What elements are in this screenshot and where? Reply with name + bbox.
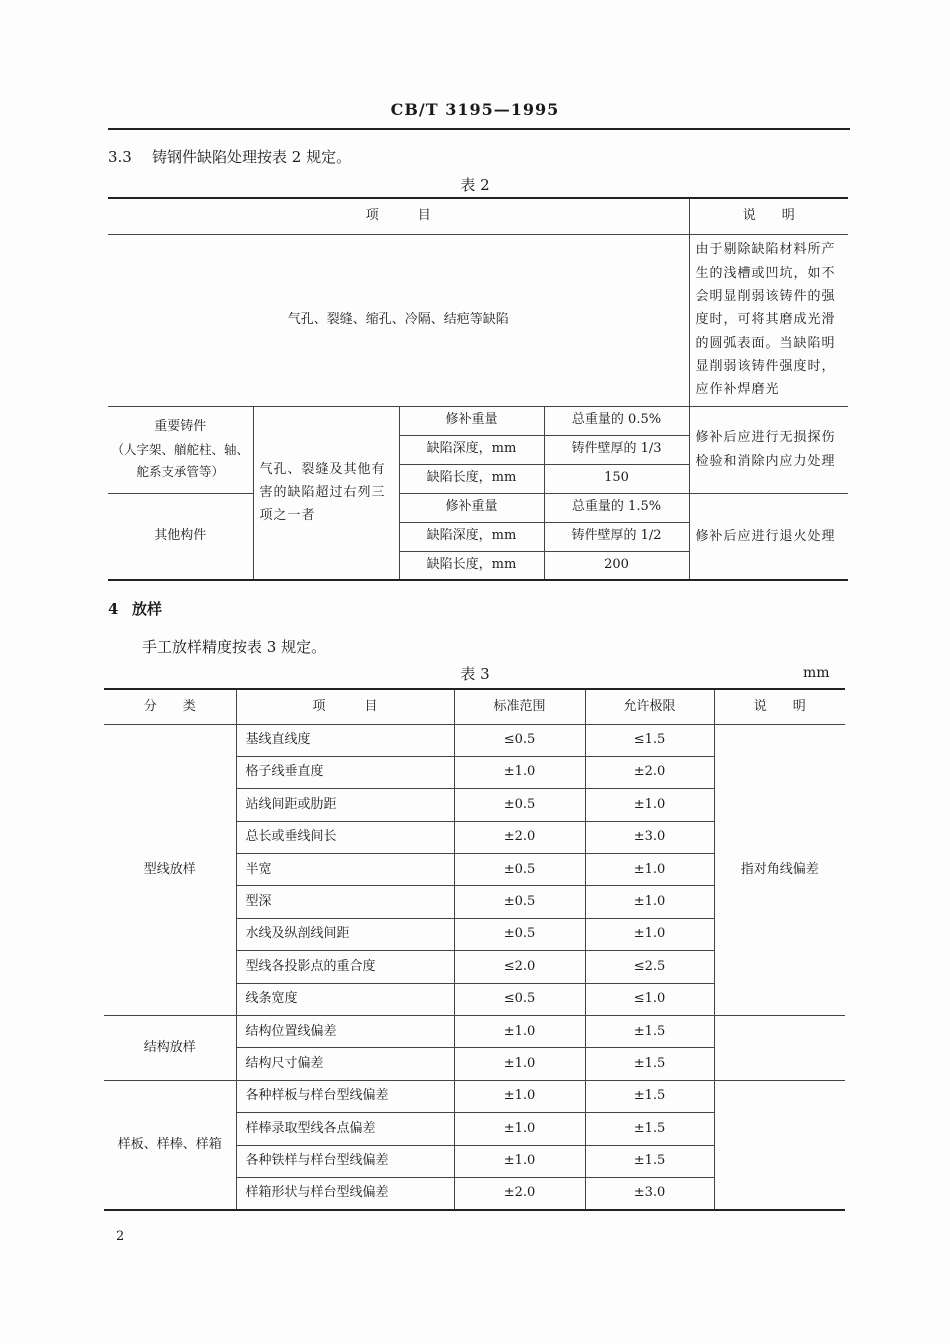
table-header-row — [108, 198, 848, 234]
item-cell: 结构尺寸偏差 — [236, 1048, 454, 1080]
section-3-3 — [108, 146, 351, 167]
std-cell: ≤0.5 — [454, 724, 585, 756]
item-cell: 结构位置线偏差 — [236, 1016, 454, 1048]
group-a-note: 修补后应进行无损探伤检验和消除内应力处理 — [689, 406, 848, 493]
table-row — [108, 406, 848, 435]
condition-cell: 气孔、裂缝及其他有害的缺陷超过右列三项之一者 — [253, 406, 399, 580]
item-cell: 总长或垂线间长 — [236, 821, 454, 853]
value-cell: 铸件壁厚的 1/3 — [544, 435, 689, 464]
item-cell: 格子线垂直度 — [236, 756, 454, 788]
note-cell — [714, 1016, 845, 1081]
item-cell: 基线直线度 — [236, 724, 454, 756]
table3-body — [104, 689, 845, 1210]
section-text: 铸钢件缺陷处理按表 2 规定。 — [152, 148, 352, 166]
group-a-name: 重要铸件 — [154, 419, 207, 435]
std-cell: ±1.0 — [454, 1016, 585, 1048]
limit-cell: ±1.5 — [585, 1016, 714, 1048]
param-cell: 缺陷深度，mm — [399, 522, 544, 551]
table-row — [108, 493, 848, 522]
std-cell: ±1.0 — [454, 1048, 585, 1080]
header-item: 项 目 — [108, 198, 689, 234]
std-cell: ±0.5 — [454, 918, 585, 950]
limit-cell: ±1.5 — [585, 1048, 714, 1080]
table-row — [104, 1080, 845, 1112]
std-cell: ±1.0 — [454, 1145, 585, 1177]
section-4-text: 手工放样精度按表 3 规定。 — [142, 638, 327, 656]
item-cell: 水线及纵剖线间距 — [236, 918, 454, 950]
section-title: 放样 — [132, 600, 163, 618]
table-row — [104, 724, 845, 756]
table-3 — [104, 688, 845, 1211]
header-note: 说 明 — [689, 198, 848, 234]
section-number: 3.3 — [108, 148, 132, 166]
limit-cell: ±1.5 — [585, 1113, 714, 1145]
header-note: 说 明 — [714, 689, 845, 724]
section-number: 4 — [108, 600, 119, 618]
std-cell: ±2.0 — [454, 1177, 585, 1209]
header-std: 标准范围 — [454, 689, 585, 724]
std-cell: ±0.5 — [454, 789, 585, 821]
group-a-label — [108, 406, 253, 493]
page-number: 2 — [116, 1229, 125, 1244]
limit-cell: ±3.0 — [585, 821, 714, 853]
item-cell: 线条宽度 — [236, 983, 454, 1015]
limit-cell: ≤1.0 — [585, 983, 714, 1015]
value-cell: 200 — [544, 551, 689, 580]
table-2 — [108, 197, 848, 581]
row1-item: 气孔、裂缝、缩孔、冷隔、结疤等缺陷 — [108, 234, 689, 406]
param-cell: 缺陷长度，mm — [399, 551, 544, 580]
std-cell: ±0.5 — [454, 854, 585, 886]
group-a-sub: （人字架、艏舵柱、轴、舵系支承管等） — [111, 441, 249, 480]
category-cell: 结构放样 — [104, 1016, 236, 1081]
value-cell: 150 — [544, 464, 689, 493]
std-cell: ≤0.5 — [454, 983, 585, 1015]
table3-unit: mm — [803, 665, 830, 681]
limit-cell: ±1.5 — [585, 1145, 714, 1177]
table3-caption: 表 3 — [460, 665, 490, 683]
limit-cell: ±1.0 — [585, 918, 714, 950]
group-b-note: 修补后应进行退火处理 — [689, 493, 848, 580]
param-cell: 缺陷长度，mm — [399, 464, 544, 493]
param-cell: 修补重量 — [399, 406, 544, 435]
value-cell: 总重量的 0.5% — [544, 406, 689, 435]
group-b-name: 其他构件 — [108, 493, 253, 580]
note-cell — [714, 1080, 845, 1210]
limit-cell: ±3.0 — [585, 1177, 714, 1209]
limit-cell: ±1.5 — [585, 1080, 714, 1112]
limit-cell: ≤2.5 — [585, 951, 714, 983]
category-cell: 样板、样棒、样箱 — [104, 1080, 236, 1210]
param-cell: 修补重量 — [399, 493, 544, 522]
note-cell: 指对角线偏差 — [714, 724, 845, 1016]
item-cell: 站线间距或肋距 — [236, 789, 454, 821]
std-cell: ±2.0 — [454, 821, 585, 853]
limit-cell: ±1.0 — [585, 854, 714, 886]
header-category: 分 类 — [104, 689, 236, 724]
table-row — [108, 234, 848, 406]
item-cell: 型深 — [236, 886, 454, 918]
item-cell: 样棒录取型线各点偏差 — [236, 1113, 454, 1145]
std-cell: ±0.5 — [454, 886, 585, 918]
std-cell: ±1.0 — [454, 756, 585, 788]
limit-cell: ±1.0 — [585, 789, 714, 821]
std-cell: ±1.0 — [454, 1080, 585, 1112]
item-cell: 各种样板与样台型线偏差 — [236, 1080, 454, 1112]
table-header-row — [104, 689, 845, 724]
limit-cell: ≤1.5 — [585, 724, 714, 756]
value-cell: 铸件壁厚的 1/2 — [544, 522, 689, 551]
row1-note: 由于剔除缺陷材料所产生的浅槽或凹坑，如不会明显削弱该铸件的强度时，可将其磨成光滑的圆弧表面。当缺陷明显削弱该铸件强度时，应作补焊磨光 — [689, 234, 848, 406]
category-cell: 型线放样 — [104, 724, 236, 1016]
std-cell: ≤2.0 — [454, 951, 585, 983]
item-cell: 样箱形状与样台型线偏差 — [236, 1177, 454, 1209]
header-item: 项 目 — [236, 689, 454, 724]
header-rule — [108, 128, 850, 130]
value-cell: 总重量的 1.5% — [544, 493, 689, 522]
table2-caption: 表 2 — [460, 176, 490, 194]
header-limit: 允许极限 — [585, 689, 714, 724]
param-cell: 缺陷深度，mm — [399, 435, 544, 464]
limit-cell: ±2.0 — [585, 756, 714, 788]
item-cell: 半宽 — [236, 854, 454, 886]
limit-cell: ±1.0 — [585, 886, 714, 918]
std-cell: ±1.0 — [454, 1113, 585, 1145]
item-cell: 型线各投影点的重合度 — [236, 951, 454, 983]
table-row — [104, 1016, 845, 1048]
section-4-heading — [108, 598, 162, 619]
document-header: CB/T 3195—1995 — [390, 100, 560, 119]
item-cell: 各种铁样与样台型线偏差 — [236, 1145, 454, 1177]
